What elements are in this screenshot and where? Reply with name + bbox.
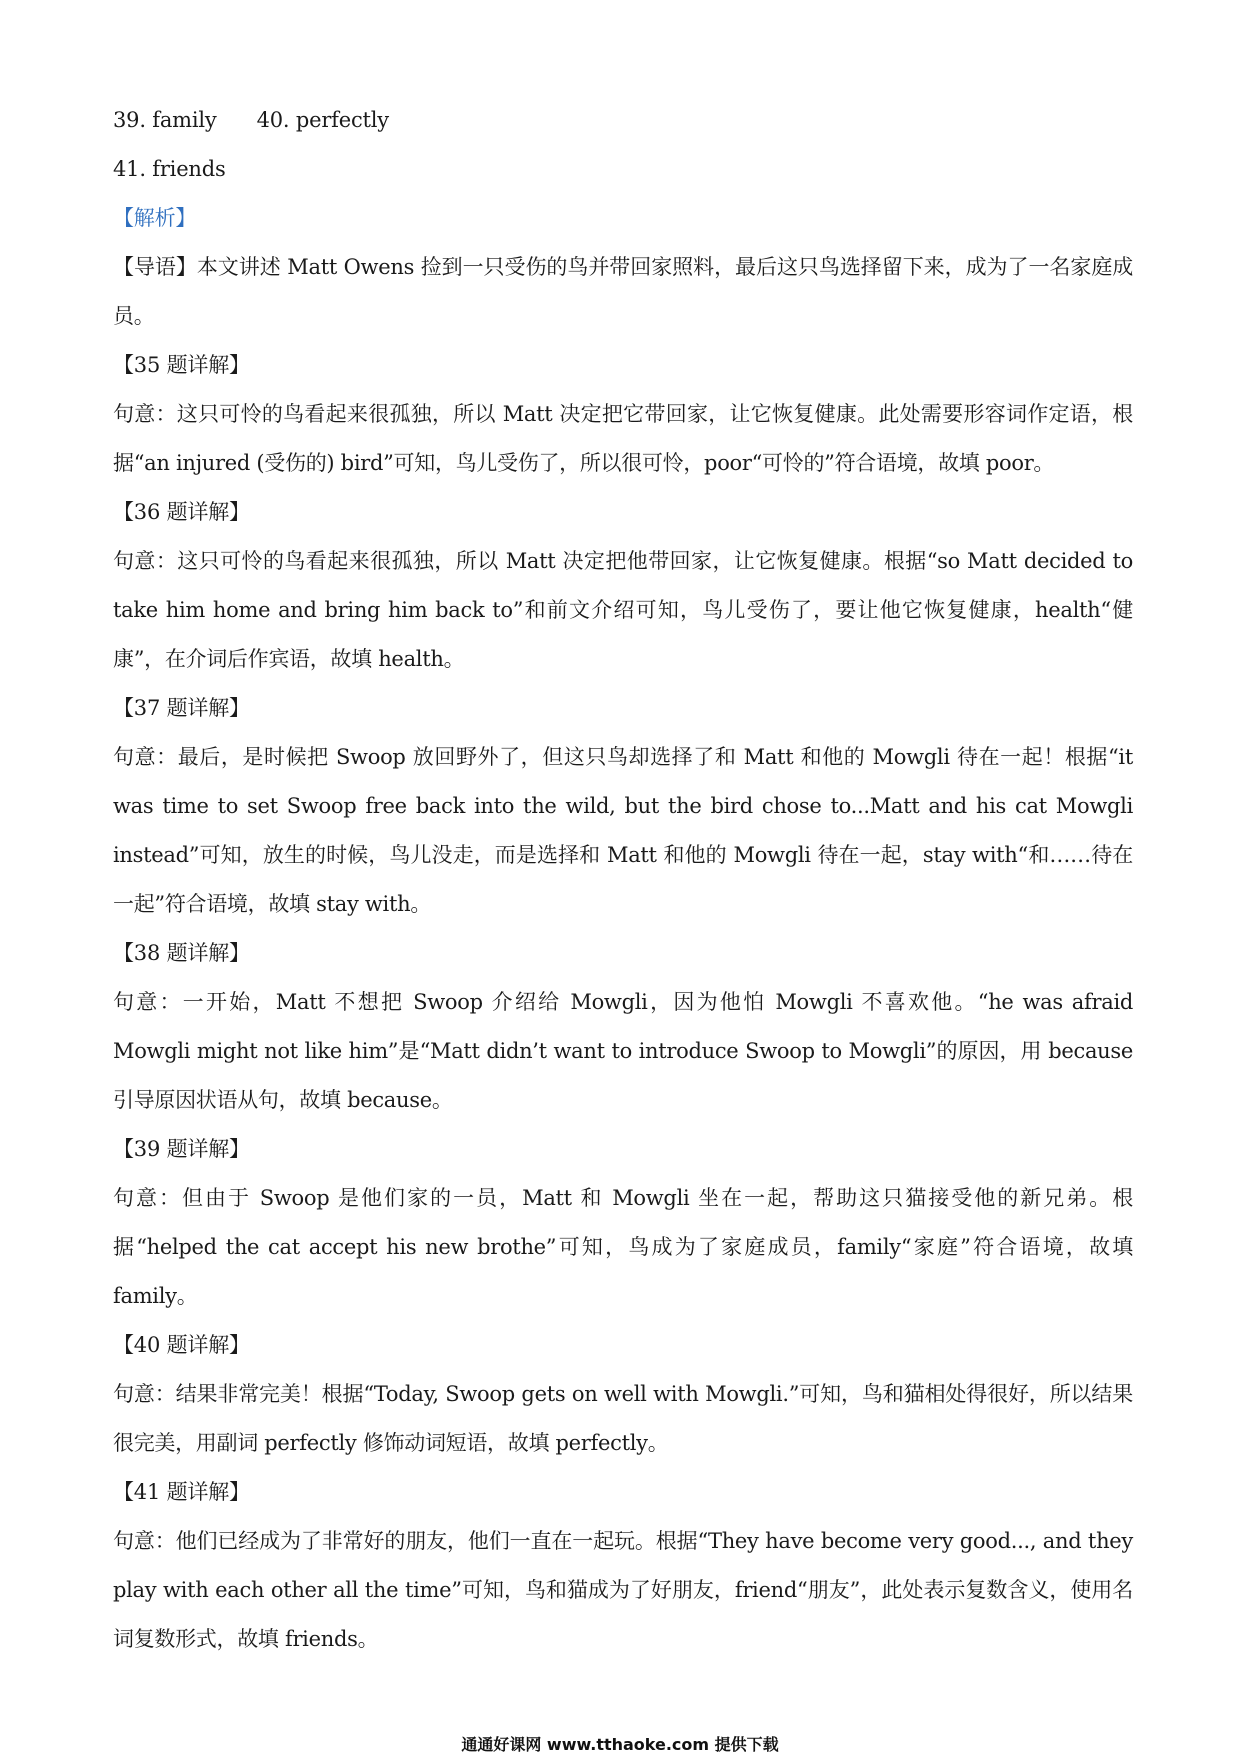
answer-40: 40. perfectly [256, 108, 389, 132]
intro-paragraph: 【导语】本文讲述 Matt Owens 捡到一只受伤的鸟并带回家照料，最后这只鸟选择留下来，成为了一名家庭成员。 [113, 255, 1133, 328]
item-body-38: 句意：一开始，Matt 不想把 Swoop 介绍给 Mowgli，因为他怕 Mowgli 不喜欢他。“he was afraid Mowgli might not like him”是“Matt didn’t want to introduce Swoop to Mowgli”的原因，用 because 引导原因状语从句，故填 because。 [113, 990, 1133, 1112]
analysis-label: 【解析】 [113, 206, 197, 230]
item-body-35: 句意：这只可怜的鸟看起来很孤独，所以 Matt 决定把它带回家，让它恢复健康。此处需要形容词作定语，根据“an injured (受伤的) bird”可知，鸟儿受伤了，所以很可怜，poor“可怜的”符合语境，故填 poor。 [113, 402, 1133, 475]
page-footer: 通通好课网 www.tthaoke.com 提供下载 [461, 1735, 779, 1754]
item-heading-38: 【38 题详解】 [113, 941, 250, 965]
item-body-41: 句意：他们已经成为了非常好的朋友，他们一直在一起玩。根据“They have become very good..., and they play with each other all the time”可知，鸟和猫成为了好朋友，friend“朋友”，此处表示复数含义，使用名词复数形式，故填 friends。 [113, 1529, 1133, 1651]
document-page [113, 96, 1133, 1664]
item-body-40: 句意：结果非常完美！根据“Today, Swoop gets on well with Mowgli.”可知，鸟和猫相处得很好，所以结果很完美，用副词 perfectly 修饰动词短语，故填 perfectly。 [113, 1382, 1133, 1455]
answer-39: 39. family [113, 108, 217, 132]
answer-row-39-40 [113, 96, 1133, 145]
item-body-36: 句意：这只可怜的鸟看起来很孤独，所以 Matt 决定把他带回家，让它恢复健康。根据“so Matt decided to take him home and bring him back to”和前文介绍可知，鸟儿受伤了，要让他它恢复健康，health“健康”，在介词后作宾语，故填 health。 [113, 549, 1133, 671]
item-heading-37: 【37 题详解】 [113, 696, 250, 720]
item-heading-41: 【41 题详解】 [113, 1480, 250, 1504]
answer-41: 41. friends [113, 157, 226, 181]
item-heading-35: 【35 题详解】 [113, 353, 250, 377]
item-heading-36: 【36 题详解】 [113, 500, 250, 524]
item-body-37: 句意：最后，是时候把 Swoop 放回野外了，但这只鸟却选择了和 Matt 和他的 Mowgli 待在一起！根据“it was time to set Swoop free back into the wild, but the bird chose to...Matt and his cat Mowgli instead”可知，放生的时候，鸟儿没走，而是选择和 Matt 和他的 Mowgli 待在一起，stay with“和……待在一起”符合语境，故填 stay with。 [113, 745, 1133, 916]
item-body-39: 句意：但由于 Swoop 是他们家的一员，Matt 和 Mowgli 坐在一起，帮助这只猫接受他的新兄弟。根据“helped the cat accept his new brothe”可知，鸟成为了家庭成员，family“家庭”符合语境，故填 family。 [113, 1186, 1133, 1308]
item-heading-40: 【40 题详解】 [113, 1333, 250, 1357]
item-heading-39: 【39 题详解】 [113, 1137, 250, 1161]
